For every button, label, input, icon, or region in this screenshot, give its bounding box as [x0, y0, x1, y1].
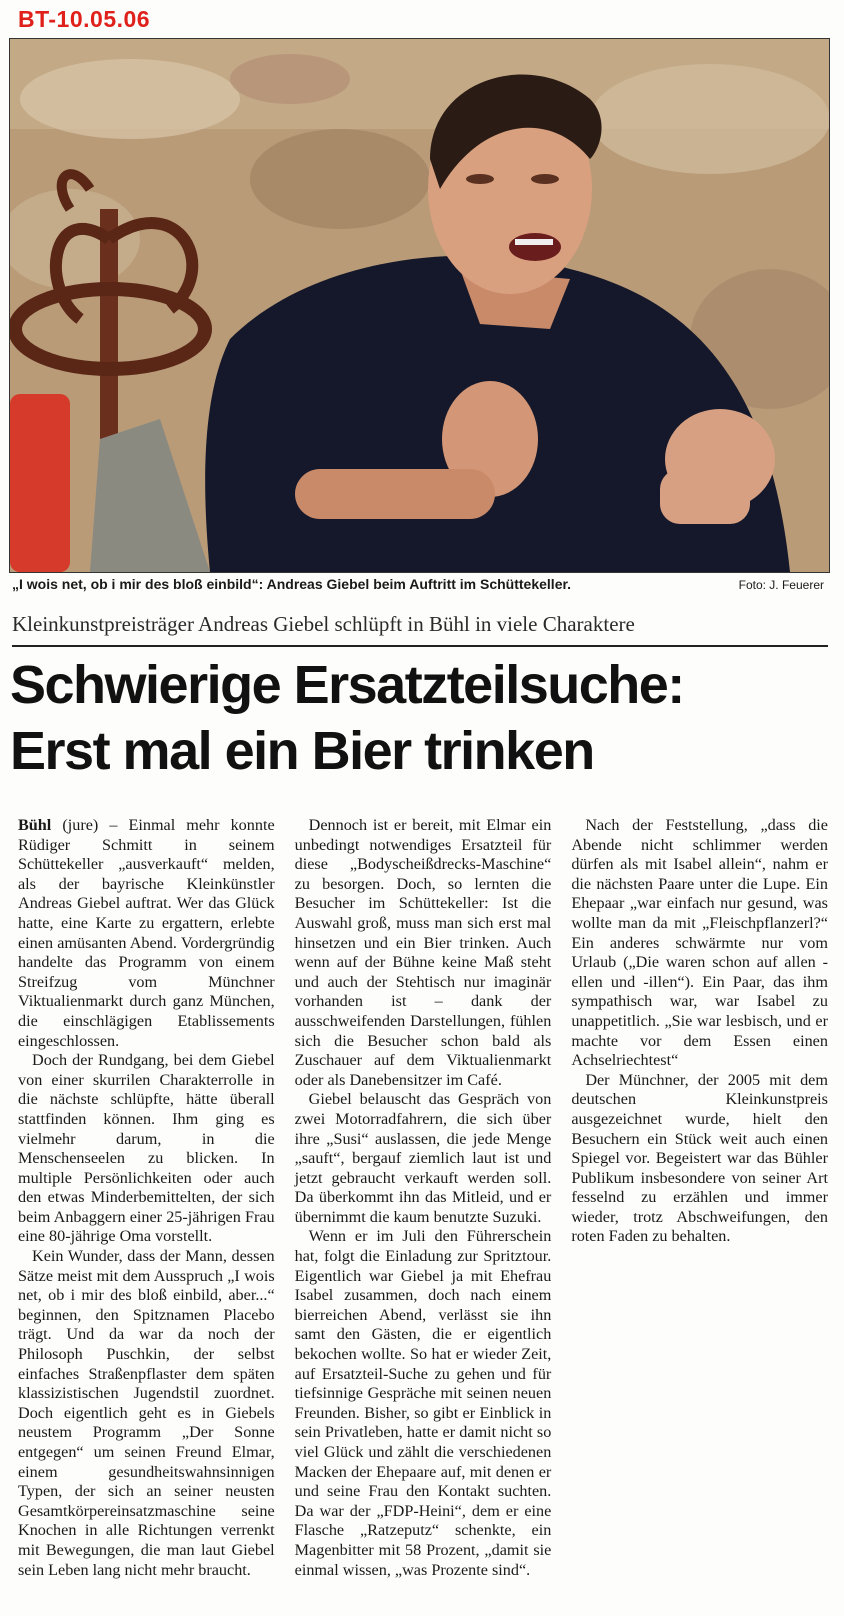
caption-text: „I wois net, ob i mir des bloß einbild“: Andreas Giebel beim Auftritt im Schüttekeller. [12, 576, 572, 592]
article-photo [9, 38, 830, 573]
paragraph: Nach der Feststellung, „dass die Abende nicht schlimmer werden dürfen als mit Isabel allein“, nahm er die nächsten Paare unter die Lupe. Ein Ehepaar „war einfach nur gesund, was wollte man da mit „Fleischpflanzerl?“ Ein anderes schwärmte nur vom Urlaub („Die waren schon auf allen -ellen und -illen“). Ein Paar, das ihm sympathisch war, war Isabel zu unappetitlich. „Sie war lesbisch, und er machte vor dem Essen einen Achselriechtest“ [571, 816, 828, 1070]
man-performing-icon [10, 39, 829, 572]
paragraph: Doch der Rundgang, bei dem Giebel von einer skurrilen Charakterrolle in die nächste schlüpfte, hätte überall stattfinden können. Ihm ging es vielmehr darum, in die Menschenseelen zu blicken. In multiple Persönlichkeiten oder auch den etwas Minderbemittelten, der sich beim Anbaggern einer 25-jährigen Frau eine 80-jährige Oma vorstellt. [18, 1051, 275, 1246]
kicker-line: Kleinkunstpreisträger Andreas Giebel schlüpft in Bühl in viele Charaktere [12, 612, 635, 636]
paragraph [18, 816, 275, 1051]
dateline: Bühl [18, 816, 52, 834]
paragraph: Dennoch ist er bereit, mit Elmar ein unbedingt notwendiges Ersatzteil für diese „Bodyscheißdrecks-Maschine“ zu besorgen. Doch, so lernten die Besucher im Schüttekeller: Ist die Auswahl groß, muss man sich erst mal hinsetzen und ein Bier trinken. Auch wenn auf der Bühne keine Maß steht und auch der Stehtisch nur imaginär vorhanden ist – dank der ausschweifenden Darstellungen, fühlen sich die Besucher schon bald als Zuschauer auf dem Viktualienmarkt oder als Danebensitzer im Café. [294, 816, 552, 1089]
paragraph: Giebel belauscht das Gespräch von zwei Motorradfahrern, die sich über ihre „Susi“ auslassen, die jede Menge „sauft“, bergauf ziemlich laut ist und jetzt gebraucht verkauft werden soll. Da überkommt ihn das Mitleid, und er übernimmt die kaum benutzte Suzuki. [294, 1090, 552, 1226]
archive-stamp: BT-10.05.06 [18, 6, 151, 32]
paragraph: Der Münchner, der 2005 mit dem deutschen Kleinkunstpreis ausgezeichnet wurde, hielt den Besuchern ein Stück weit auch einen Spiegel vor. Begeistert war das Bühler Publikum insbesondere von seiner Art fesselnd zu erzählen und immer wieder, trotz Abschweifungen, den roten Faden zu behalten. [571, 1070, 828, 1246]
paragraph-text: (jure) – Einmal mehr konnte Rüdiger Schmitt in seinem Schüttekeller „ausverkauft“ melden, als der bayrische Kleinkünstler Andreas Giebel auftrat. Wer das Glück hatte, eine Karte zu ergattern, erlebte einen amüsanten Abend. Vordergründig handelte das Programm von einem Streifzug vom Münchner Viktualienmarkt durch ganz München, die einschlägigen Etablissements eingeschlossen. [18, 816, 275, 1050]
headline-line-2: Erst mal ein Bier trinken [10, 721, 594, 781]
paragraph: Wenn er im Juli den Führerschein hat, folgt die Einladung zur Spritztour. Eigentlich war Giebel ja mit Ehefrau Isabel zusammen, doch nach einem bierreichen Abend, verlässt sie ihn samt den Gästen, die er eigentlich bekochen wollte. So hat er wieder Zeit, auf Ersatzteil-Suche zu gehen und für tiefsinnige Gespräche mit seinen neuen Freunden. Bisher, so gibt er Einblick in sein Privatleben, hatte er damit nicht so viel Glück und zählt die verschiedenen Macken der Ehepaare auf, mit denen er und seine Frau den Kontakt suchten. Da war der „FDP-Heini“, dem er eine Flasche „Ratzeputz“ schenkte, ein Magenbitter mit 58 Prozent, „damit sie einmal wissen, „was Prozente sind“. [294, 1227, 552, 1579]
article-body [18, 816, 828, 1612]
photo-caption [12, 576, 826, 598]
photo-credit: Foto: J. Feuerer [738, 578, 824, 592]
divider-rule [12, 645, 828, 647]
paragraph: Kein Wunder, dass der Mann, dessen Sätze meist mit dem Ausspruch „I wois net, ob i mir des bloß einbild, aber...“ beginnen, den Spitznamen Placebo trägt. Und da war da noch der Philosoph Puschkin, der selbst einfaches Straßenpflaster dem späten klassizistischen Jugendstil zuordnet. Doch eigentlich geht es in Giebels neustem Programm „Der Sonne entgegen“ um seinen Freund Elmar, einem gesundheitswahnsinnigen Typen, der sich an seiner neusten Gesamtkörpereinsatzmaschine seine Knochen in alle Richtungen verrenkt mit Bewegungen, die man laut Giebel sein Leben lang nicht mehr braucht. [18, 1247, 275, 1579]
headline-line-1: Schwierige Ersatzteilsuche: [10, 655, 684, 715]
headline [10, 652, 830, 784]
